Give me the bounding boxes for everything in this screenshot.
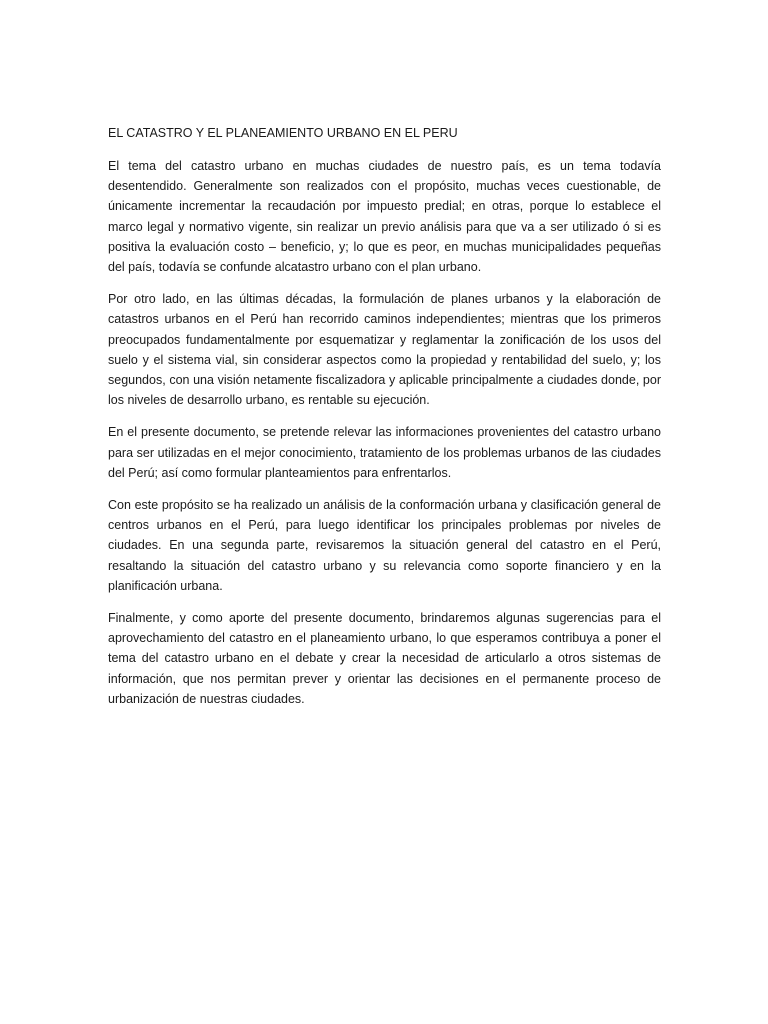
document-title: EL CATASTRO Y EL PLANEAMIENTO URBANO EN EL PERU xyxy=(108,126,458,140)
paragraph-background: Por otro lado, en las últimas décadas, la formulación de planes urbanos y la elaboración de catastros urbanos en el Perú han recorrido caminos independientes; mientras que los primeros preocupados fundamentalmente por esquematizar y reglamentar la zonificación de los usos del suelo y el sistema vial, sin considerar aspectos como la propiedad y rentabilidad del suelo, y; los segundos, con una visión netamente fiscalizadora y aplicable principalmente a ciudades donde, por los niveles de desarrollo urbano, es rentable su ejecución. xyxy=(108,292,661,408)
paragraph-intro: El tema del catastro urbano en muchas ciudades de nuestro país, es un tema todavía desentendido. Generalmente son realizados con el propósito, muchas veces cuestionable, de únicamente incrementar la recaudación por impuesto predial; en otras, porque lo establece el marco legal y normativo vigente, sin realizar un previo análisis para que va a ser utilizado ó si es positiva la evaluación costo – beneficio, y; lo que es peor, en muchas municipalidades pequeñas del país, todavía se confunde alcatastro urbano con el plan urbano. xyxy=(108,159,661,275)
paragraph-method: Con este propósito se ha realizado un análisis de la conformación urbana y clasificación general de centros urbanos en el Perú, para luego identificar los principales problemas por niveles de ciudades. En una segunda parte, revisaremos la situación general del catastro en el Perú, resaltando la situación del catastro urbano y su relevancia como soporte financiero y en la planificación urbana. xyxy=(108,498,661,593)
paragraph-conclusion: Finalmente, y como aporte del presente documento, brindaremos algunas sugerencias para el aprovechamiento del catastro en el planeamiento urbano, lo que esperamos contribuya a poner el tema del catastro urbano en el debate y crear la necesidad de articularlo a otros sistemas de información, que nos permitan prever y orientar las decisiones en el permanente proceso de urbanización de nuestras ciudades. xyxy=(108,611,661,706)
paragraph-objective: En el presente documento, se pretende relevar las informaciones provenientes del catastro urbano para ser utilizadas en el mejor conocimiento, tratamiento de los problemas urbanos de las ciudades del Perú; así como formular planteamientos para enfrentarlos. xyxy=(108,425,661,480)
document-page xyxy=(108,124,661,721)
